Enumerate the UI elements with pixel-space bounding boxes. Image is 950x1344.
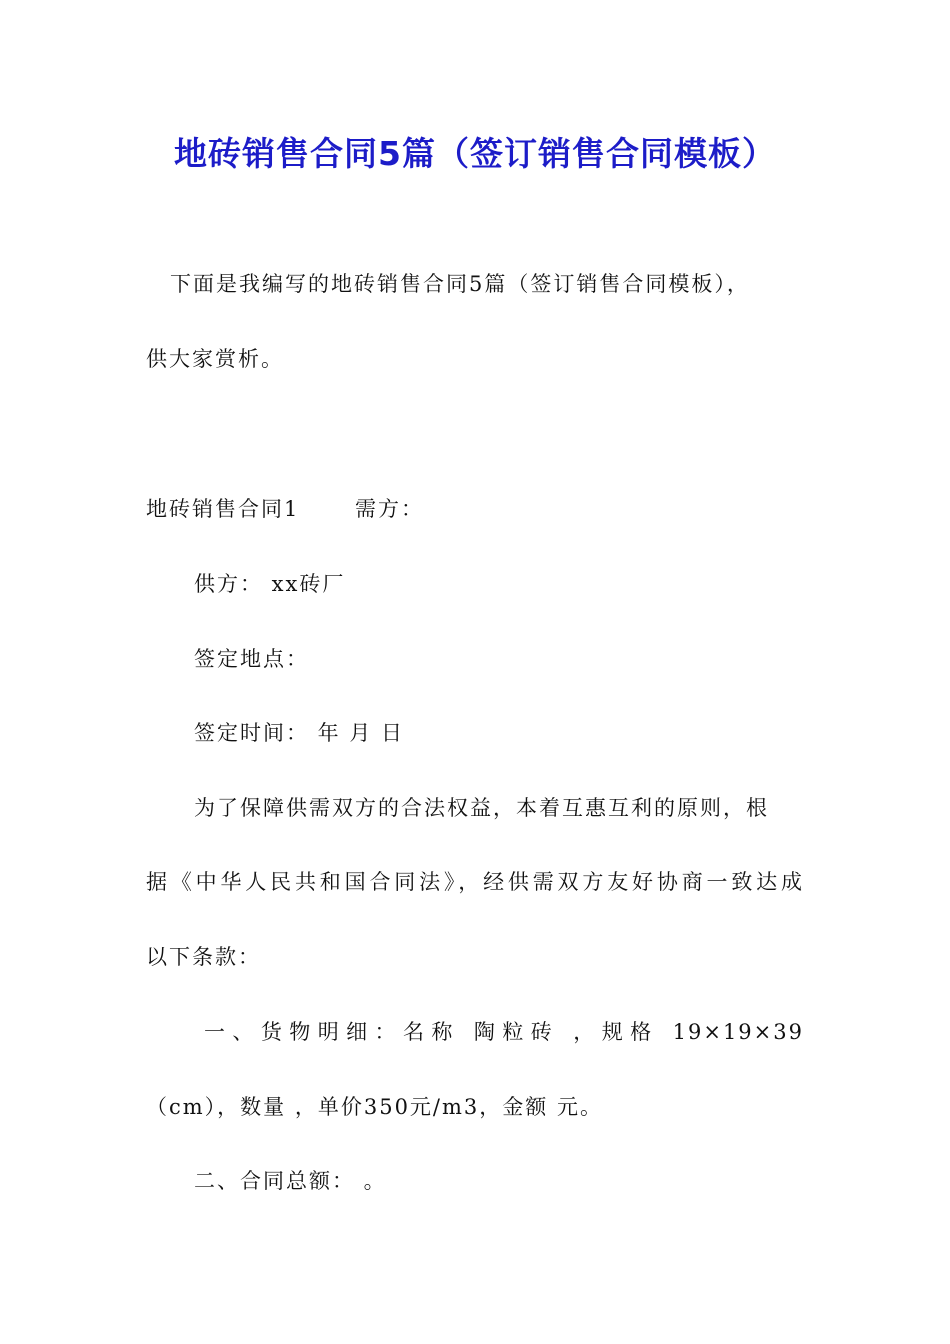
preamble-line-2: 据《中华人民共和国合同法》，经供需双方友好协商一致达成 xyxy=(146,870,804,894)
sign-place-line: 签定地点： xyxy=(194,647,309,671)
clause-1-line-2: （cm），数量 ，单价350元/m3，金额 元。 xyxy=(146,1095,603,1119)
document-title: 地砖销售合同5篇（签订销售合同模板） xyxy=(174,134,776,173)
intro-line-1: 下面是我编写的地砖销售合同5篇（签订销售合同模板）， xyxy=(170,272,750,296)
buyer-label: 需方： xyxy=(355,497,424,521)
sign-time-line: 签定时间： 年 月 日 xyxy=(194,721,405,745)
clause-2-line: 二、合同总额： 。 xyxy=(194,1169,387,1193)
clause-1-line-1: 一、货物明细：名称 陶粒砖 ，规格 19×19×39 xyxy=(204,1020,804,1044)
contract-heading: 地砖销售合同1 xyxy=(146,497,300,521)
intro-line-2: 供大家赏析。 xyxy=(146,347,284,371)
supplier-line: 供方： xx砖厂 xyxy=(194,572,346,596)
preamble-line-3: 以下条款： xyxy=(146,945,261,969)
preamble-line-1: 为了保障供需双方的合法权益，本着互惠互利的原则，根 xyxy=(194,796,769,820)
